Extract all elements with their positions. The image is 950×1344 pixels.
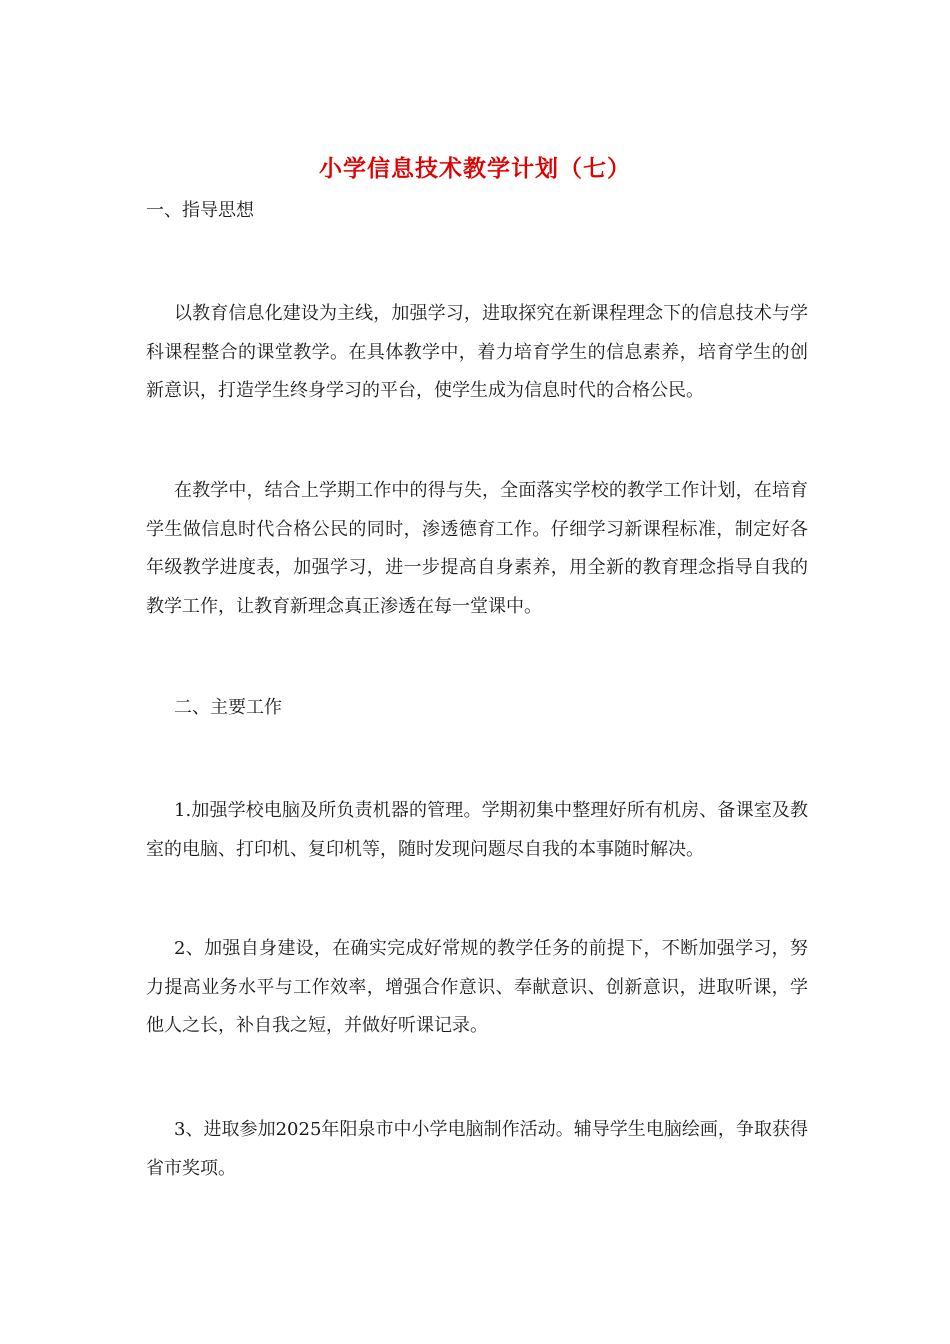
list-item-work-3: 3、进取参加2025年阳泉市中小学电脑制作活动。辅导学生电脑绘画，争取获得省市奖项。 [146, 1119, 808, 1179]
section-heading-guiding-idea: 一、指导思想 [146, 200, 254, 221]
document-title: 小学信息技术教学计划（七） [319, 155, 631, 182]
paragraph-guiding-idea: 以教育信息化建设为主线，加强学习，进取探究在新课程理念下的信息技术与学科课程整合的课堂教学。在具体教学中，着力培育学生的信息素养，培育学生的创新意识，打造学生终身学习的平台，使学生成为信息时代的合格公民。 [146, 303, 808, 401]
list-item-work-2: 2、加强自身建设，在确实完成好常规的教学任务的前提下，不断加强学习，努力提高业务水平与工作效率，增强合作意识、奉献意识、创新意识，进取听课，学他人之长，补自我之短，并做好听课记录。 [146, 938, 808, 1036]
list-item-work-1: 1.加强学校电脑及所负责机器的管理。学期初集中整理好所有机房、备课室及教室的电脑、打印机、复印机等，随时发现问题尽自我的本事随时解决。 [146, 800, 808, 860]
paragraph-teaching-approach: 在教学中，结合上学期工作中的得与失，全面落实学校的教学工作计划，在培育学生做信息时代合格公民的同时，渗透德育工作。仔细学习新课程标准，制定好各年级教学进度表，加强学习，进一步提高自身素养，用全新的教育理念指导自我的教学工作，让教育新理念真正渗透在每一堂课中。 [146, 480, 808, 617]
section-heading-main-work: 二、主要工作 [174, 697, 282, 718]
